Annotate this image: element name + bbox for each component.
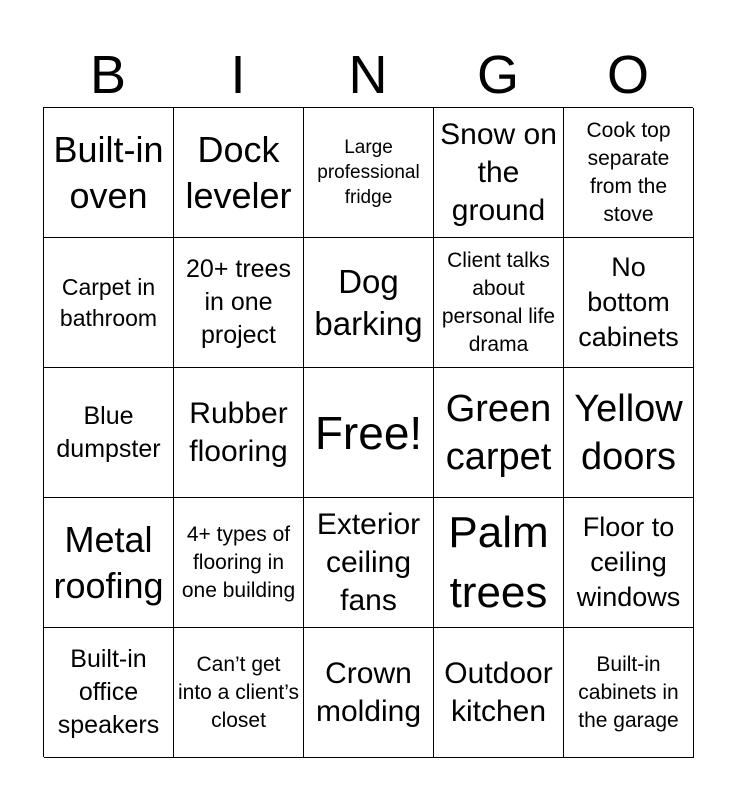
cell-text: Built-in office speakers bbox=[57, 645, 160, 739]
bingo-cell[interactable] bbox=[434, 108, 564, 238]
cell-text: Snow on the ground bbox=[440, 117, 557, 227]
bingo-cell[interactable] bbox=[434, 368, 564, 498]
cell-text: Rubber flooring bbox=[189, 396, 288, 468]
cell-text: Cook top separate from the stove bbox=[586, 118, 671, 226]
bingo-cell[interactable] bbox=[564, 238, 694, 368]
bingo-cell[interactable] bbox=[564, 108, 694, 238]
header-letter-n: N bbox=[348, 45, 388, 105]
cell-text: Large professional fridge bbox=[317, 137, 420, 208]
bingo-header bbox=[43, 44, 693, 106]
cell-text: Blue dumpster bbox=[56, 401, 161, 463]
bingo-cell[interactable] bbox=[174, 108, 304, 238]
cell-text: 4+ types of flooring in one building bbox=[181, 522, 296, 602]
cell-text: Outdoor kitchen bbox=[444, 656, 553, 728]
bingo-cell free-space[interactable] bbox=[304, 368, 434, 498]
cell-text: Client talks about personal life drama bbox=[441, 248, 556, 356]
bingo-cell[interactable] bbox=[434, 498, 564, 628]
cell-text: Floor to ceiling windows bbox=[576, 512, 681, 612]
bingo-cell[interactable] bbox=[174, 368, 304, 498]
cell-text: Dock leveler bbox=[185, 128, 292, 216]
cell-text: No bottom cabinets bbox=[578, 252, 679, 352]
bingo-grid bbox=[43, 107, 693, 757]
header-letter-b: B bbox=[89, 45, 127, 105]
header-letter-i: I bbox=[230, 45, 246, 105]
bingo-cell[interactable] bbox=[434, 238, 564, 368]
header-letter-o: O bbox=[606, 45, 649, 105]
bingo-cell[interactable] bbox=[564, 628, 694, 758]
header-letter-g: G bbox=[476, 45, 519, 105]
cell-text: Built-in cabinets in the garage bbox=[578, 652, 679, 732]
bingo-cell[interactable] bbox=[304, 108, 434, 238]
bingo-cell[interactable] bbox=[564, 498, 694, 628]
bingo-cell[interactable] bbox=[174, 628, 304, 758]
bingo-cell[interactable] bbox=[44, 368, 174, 498]
bingo-cell[interactable] bbox=[304, 238, 434, 368]
cell-text: Dog barking bbox=[314, 262, 423, 342]
bingo-cell[interactable] bbox=[44, 108, 174, 238]
cell-text: Green carpet bbox=[445, 387, 552, 478]
bingo-cell[interactable] bbox=[44, 238, 174, 368]
bingo-cell[interactable] bbox=[174, 498, 304, 628]
bingo-cell[interactable] bbox=[304, 498, 434, 628]
cell-text: Exterior ceiling fans bbox=[316, 507, 421, 617]
bingo-cell[interactable] bbox=[44, 498, 174, 628]
bingo-cell[interactable] bbox=[174, 238, 304, 368]
bingo-cell[interactable] bbox=[564, 368, 694, 498]
cell-text: Palm trees bbox=[448, 507, 549, 617]
cell-text: Yellow doors bbox=[574, 387, 683, 478]
free-space-text: Free! bbox=[314, 406, 423, 459]
bingo-cell[interactable] bbox=[304, 628, 434, 758]
cell-text: Can’t get into a client’s closet bbox=[177, 652, 300, 732]
cell-text: Carpet in bathroom bbox=[59, 273, 158, 331]
cell-text: Built-in oven bbox=[53, 128, 164, 216]
cell-text: Crown molding bbox=[315, 656, 422, 728]
bingo-cell[interactable] bbox=[44, 628, 174, 758]
cell-text: 20+ trees in one project bbox=[186, 255, 291, 349]
cell-text: Metal roofing bbox=[53, 518, 164, 606]
bingo-cell[interactable] bbox=[434, 628, 564, 758]
